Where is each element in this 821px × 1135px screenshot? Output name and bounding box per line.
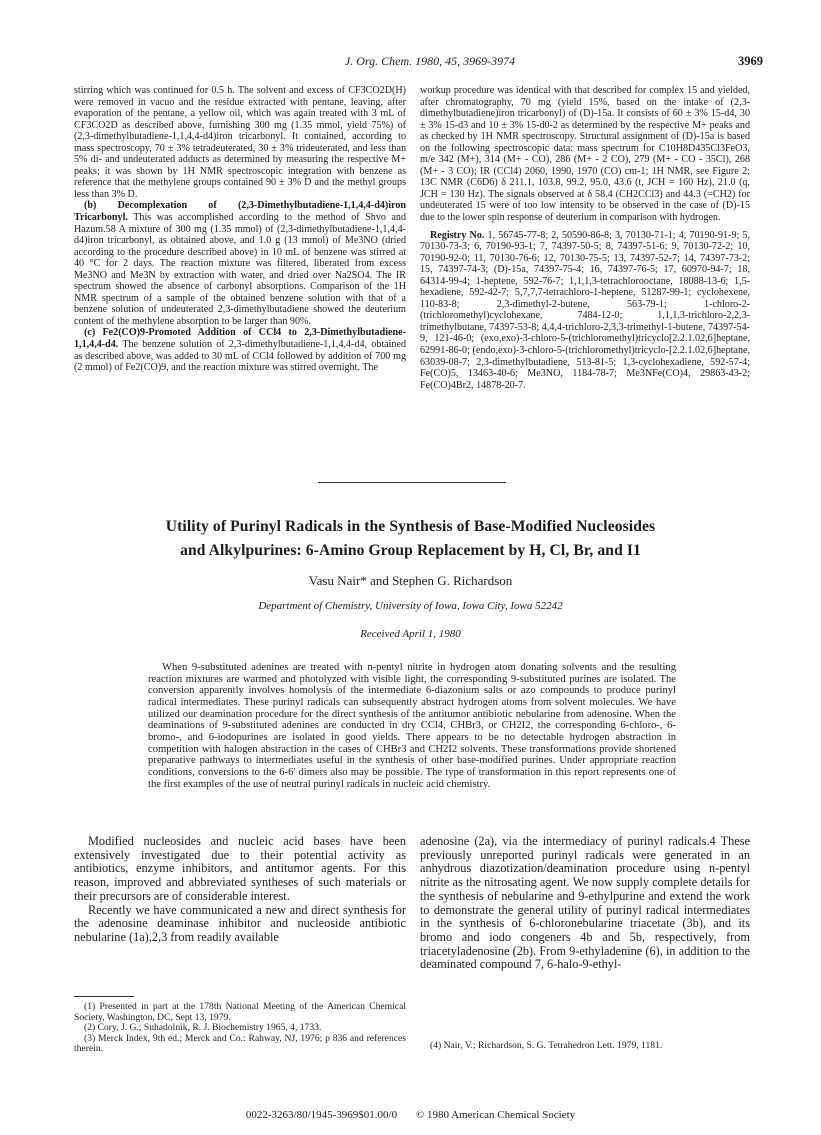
section-b-heading: (b) Decomplexation of (2,3-Dimethylbutadiene-1,1,4,4-d4)iron Tricarbonyl. [74,200,406,224]
registry-text: 1, 56745-77-8; 2, 50590-86-8; 3, 70130-71-1; 4, 70190-91-9; 5, 70130-73-3; 6, 70190-93-1; 7, 74397-50-5; 8, 74397-51-6; 9, 70130-72-2; 10, 70190-92-0; 11, 70130-76-6; 12, 70130-75-5; 13, 74397-52-7; 14, 74397-73-2; 15, 74397-74-3; (D)-15a, 74397-75-4; 16, 74397-76-5; 17, 60970-94-7; 18, 64314-99-4; 1-heptene, 592-76-7; 1,1,1,3-tetrachlorooctane, 18088-13-6; 1,5-hexadiene, 592-42-7; 5,7,7,7-tetrachloro-1-heptene, 51287-99-1; cyclohexene, 110-83-8; 2,3-dimethyl-2-butene, 563-79-1; 1-chloro-2-(trichloromethyl)cyclohexane, 7484-12-0; 1,1,1,3-trichloro-2,2,3-trimethylbutane, 74397-53-8; 4,4,4-trichloro-2,3,3-trimethyl-1-butene, 74397-54-9, 121-46-0; (exo,exo)-3-chloro-5-(trichloromethyl)tricyclo[2.2.1.02,6]heptane, 62991-86-0; (endo,exo)-3-chloro-5-(trichloromethyl)tricyclo-[2.2.1.02,6]heptane, 63039-08-7; 2,3-dimethylbutadiene, 513-81-5; 1,3-cyclohexadiene, 592-57-4; Fe(CO)5, 13463-40-6; Me3NO, 1184-78-7; Me3NFe(CO)4, 29863-43-2; Fe(CO)4Br2, 14878-20-7. [420,229,750,391]
footer-copyright: © 1980 American Chemical Society [415,1109,576,1121]
registry-heading: Registry No. [430,229,485,241]
section-c-heading: (c) Fe2(CO)9-Promoted Addition of CCl4 to 2,3-Dimethylbutadiene-1,1,4,4-d4. [74,327,406,351]
prev-article-left-column [74,85,406,374]
article-affiliation: Department of Chemistry, University of Iowa, Iowa City, Iowa 52242 [258,600,563,612]
body-paragraph-1: Modified nucleosides and nucleic acid bases have been extensively investigated due to their potential activity as antibiotics, enzyme inhibitors, and antitumor agents. For this reason, improved and abbreviated syntheses of such materials or their precursors are of considerable interest. [74,834,406,903]
prev-article-section-c [74,327,406,373]
prev-article-paragraph-continued: workup procedure was identical with that described for complex 15 and yielded, after chromatography, 70 mg (yield 15%, based on the intake of (2,3-dimethylbutadiene)iron tricarbonyl) of (D)-15a. It consists of 60 ± 3% 15-d4, 30 ± 3% 15-d3 and 10 ± 3% 15-d0-2 as determined by the respective M+ peaks and as checked by 1H NMR spectroscopy. Structural assignment of (D)-15a is based on the following spectroscopic data: mass spectrum for C10H8D435Cl3FeO3, m/e 342 (M+), 314 (M+ - CO), 286 (M+ - 2 CO), 279 (M+ - CO - 35Cl), 268 (M+ - 3 CO); IR (CCl4) 2060, 1990, 1970 (CO) cm-1; 1H NMR, see Figure 2; 13C NMR (C6D6) δ 211.1, 103.8, 99.2, 95.0, 43.6 (t, JCH = 160 Hz), 21.0 (q, JCH = 130 Hz). The signals observed at δ 58.4 (CH2CCl3) and 44.3 (=CH2) for undeuterated 15 were of too low intensity to be observed in the case of (D)-15 due to the lower spin response of deuterium in comparison with hydrogen. [420,85,750,224]
page-number: 3969 [738,54,763,68]
registry-numbers [420,230,750,392]
received-date: Received April 1, 1980 [360,628,461,640]
running-header-journal: J. Org. Chem. 1980, 45, 3969-3974 [344,54,516,68]
footnote-4: (4) Nair, V.; Richardson, S. G. Tetrahedron Lett. 1979, 1181. [430,1040,663,1051]
footnote-3: (3) Merck Index, 9th ed.; Merck and Co.: Rahway, NJ, 1976; p 836 and references therein. [74,1032,406,1055]
section-c-text: The benzene solution of 2,3-dimethylbutadiene-1,1,4,4-d4, obtained as described above, was added to 30 mL of CCl4 followed by addition of 700 mg (2 mmol) of Fe2(CO)9, and the reaction mixture was stirred overnight. The [74,339,406,374]
article-title-line-1: Utility of Purinyl Radicals in the Synthesis of Base-Modified Nucleosides [165,518,656,535]
page-footer [60,1109,761,1121]
prev-article-section-b [74,200,406,327]
article-title [60,515,761,563]
body-paragraph-2: Recently we have communicated a new and direct synthesis for the adenosine deaminase inhibitor and nucleoside antibiotic nebularine (1a),2,3 from readily available [74,902,406,944]
footnote-rule [74,996,134,997]
article-authors: Vasu Nair* and Stephen G. Richardson [308,573,513,588]
prev-article-right-column [420,85,750,391]
footnotes-left [74,996,406,1055]
body-right-column [420,835,750,972]
body-paragraph-3: adenosine (2a), via the intermediacy of purinyl radicals.4 These previously unreported purinyl radicals were generated in an anhydrous diazotization/deamination procedure using n-pentyl nitrite as the nitrosating agent. We now supply complete details for the synthesis of nebularine and 9-ethylpurine and extend the work to demonstrate the general utility of purinyl radical intermediates in the synthesis of 6-chloronebularine triacetate (3b), and its bromo and iodo congeners 4b and 5b, respectively, from triacetyladenosine (2b). From 9-ethyladenine (6), in addition to the deaminated compound 7, 6-halo-9-ethyl- [420,834,750,972]
article-separator-rule [318,482,506,483]
prev-article-paragraph: stirring which was continued for 0.5 h. The solvent and excess of CF3CO2D(H) were removed in vacuo and the residue extracted with pentane, leaving, after evaporation of the pentane, a yellow oil, which was again treated with 3 mL of CF3CO2D as described above, furnishing 300 mg (1.35 mmol, yield 75%) of (2,3-dimethylbutadiene-1,1,4,4-d4)iron tricarbonyl. It contained, according to mass spectroscopy, 70 ± 3% tetradeuterated, 30 ± 3% trideuterated, and less than 5% di- and undeuterated adducts as determined by measuring the respective M+ peaks; it was shown by 1H NMR spectroscopic integration with benzene as reference that the methylene groups contained 90 ± 3% D and the methyl groups less than 3% D. [74,85,406,200]
footnote-1: (1) Presented in part at the 178th National Meeting of the American Chemical Society, Washington, DC, Sept 13, 1979. [74,1001,406,1023]
article-title-line-2: and Alkylpurines: 6-Amino Group Replacement by H, Cl, Br, and I1 [180,542,641,559]
footer-code: 0022-3263/80/1945-3969$01.00/0 [245,1109,398,1121]
footnote-2: (2) Cory, J. G.; Suhadolnik, R. J. Biochemistry 1965, 4, 1733. [84,1022,322,1034]
section-b-text: This was accomplished according to the method of Shvo and Hazum.58 A mixture of 300 mg (1.35 mmol) of (2,3-dimethylbutadiene-1,1,4,4-d4)iron tricarbonyl, as obtained above, and 1.0 g (13 mmol) of Me3NO (dried according to the procedure described above) in 10 mL of benzene was stirred at 40 °C for 2 days. The reaction mixture was filtered, liberated from excess Me3NO and Me3N by extraction with water, and dried over Na2SO4. The IR spectrum showed the absence of carbonyl absorptions. Comparison of the 1H NMR spectrum of a sample of the obtained benzene solution with that of a benzene solution of undeuterated 2,3-dimethylbutadiene showed the deuterium content of the methylene absorption to be larger than 90%. [74,212,406,327]
footnotes-right [420,1041,750,1052]
body-left-column [74,835,406,945]
article-abstract: When 9-substituted adenines are treated with n-pentyl nitrite in hydrogen atom donating solvents and the resulting reaction mixtures are warmed and photolyzed with visible light, the corresponding 9-substituted purines are isolated. The conversion apparently involves homolysis of the intermediate 6-diazonium salts or azo compounds to produce purinyl radical intermediates. These purinyl radicals can subsequently abstract hydrogen atoms from solvent molecules. We have utilized our deamination procedure for the direct synthesis of the antitumor antibiotic nebularine from adenosine. When the deaminations of 9-substituted adenines are conducted in dry CCl4, CHBr3, or CH2I2, the corresponding 6-chloro-, 6-bromo-, and 6-iodopurines are isolated in good yields. There appears to be no detectable hydrogen abstraction in competition with halogen abstraction in the cases of CHBr3 and CH2I2 solvents. These transformations provide shortened preparative pathways to intermediates useful in the synthesis of other base-modified purines. Under appropriate reaction conditions, conversions to the 6-6' dimers also may be possible. The type of transformation in this report represents one of the first examples of the use of neutral purinyl radicals in nucleic acid chemistry. [148,662,676,790]
